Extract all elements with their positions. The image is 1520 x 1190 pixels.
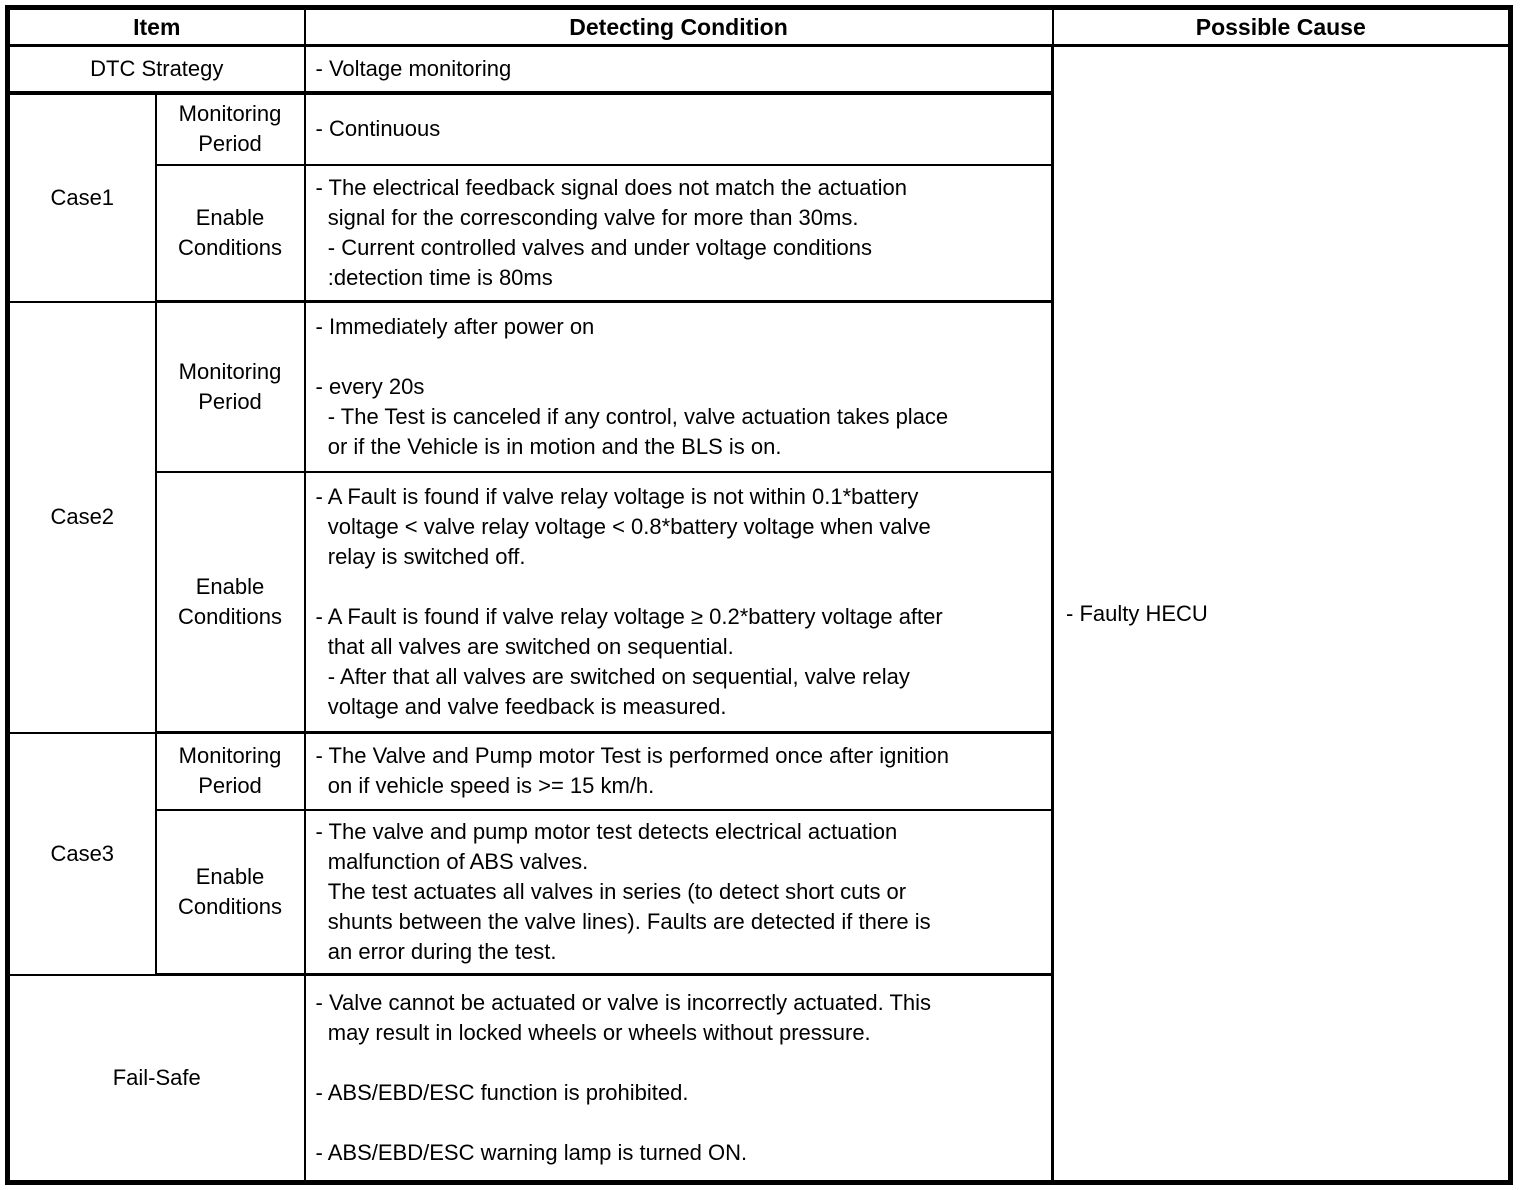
- possible-cause-value: - Faulty HECU: [1053, 46, 1511, 1183]
- case2-enable-conditions-label: Enable Conditions: [156, 472, 305, 733]
- col-header-detecting-condition: Detecting Condition: [305, 8, 1053, 46]
- case1-monitoring-condition: - Continuous: [305, 93, 1053, 165]
- case1-enable-condition: - The electrical feedback signal does not match the actuation signal for the corresconding valve for more than 30ms. - Current controlled valves and under voltage conditions :detection time is 80ms: [305, 165, 1053, 302]
- case2-label: Case2: [8, 302, 156, 733]
- dtc-detecting-condition-table: [5, 5, 1513, 1185]
- case2-monitoring-period-label: Monitoring Period: [156, 302, 305, 472]
- case3-monitoring-condition: - The Valve and Pump motor Test is performed once after ignition on if vehicle speed is >= 15 km/h.: [305, 733, 1053, 810]
- case1-monitoring-period-label: Monitoring Period: [156, 93, 305, 165]
- case3-monitoring-period-label: Monitoring Period: [156, 733, 305, 810]
- fail-safe-condition: - Valve cannot be actuated or valve is incorrectly actuated. This may result in locked wheels or wheels without pressure. - ABS/EBD/ESC function is prohibited. - ABS/EBD/ESC warning lamp is turned ON.: [305, 975, 1053, 1183]
- col-header-item: Item: [8, 8, 305, 46]
- dtc-strategy-label: DTC Strategy: [8, 46, 305, 93]
- dtc-strategy-row: [8, 46, 1511, 93]
- case2-enable-condition: - A Fault is found if valve relay voltage is not within 0.1*battery voltage < valve relay voltage < 0.8*battery voltage when valve relay is switched off. - A Fault is found if valve relay voltage ≥ 0.2*battery voltage after that all valves are switched on sequential. - After that all valves are switched on sequential, valve relay voltage and valve feedback is measured.: [305, 472, 1053, 733]
- case3-enable-conditions-label: Enable Conditions: [156, 810, 305, 975]
- case2-monitoring-condition: - Immediately after power on - every 20s - The Test is canceled if any control, valve actuation takes place or if the Vehicle is in motion and the BLS is on.: [305, 302, 1053, 472]
- case1-enable-conditions-label: Enable Conditions: [156, 165, 305, 302]
- fail-safe-label: Fail-Safe: [8, 975, 305, 1183]
- col-header-possible-cause: Possible Cause: [1053, 8, 1511, 46]
- header-row: [8, 8, 1511, 46]
- case3-label: Case3: [8, 733, 156, 975]
- case1-label: Case1: [8, 93, 156, 302]
- dtc-strategy-condition: - Voltage monitoring: [305, 46, 1053, 93]
- case3-enable-condition: - The valve and pump motor test detects electrical actuation malfunction of ABS valves. The test actuates all valves in series (to detect short cuts or shunts between the valve lines). Faults are detected if there is an error during the test.: [305, 810, 1053, 975]
